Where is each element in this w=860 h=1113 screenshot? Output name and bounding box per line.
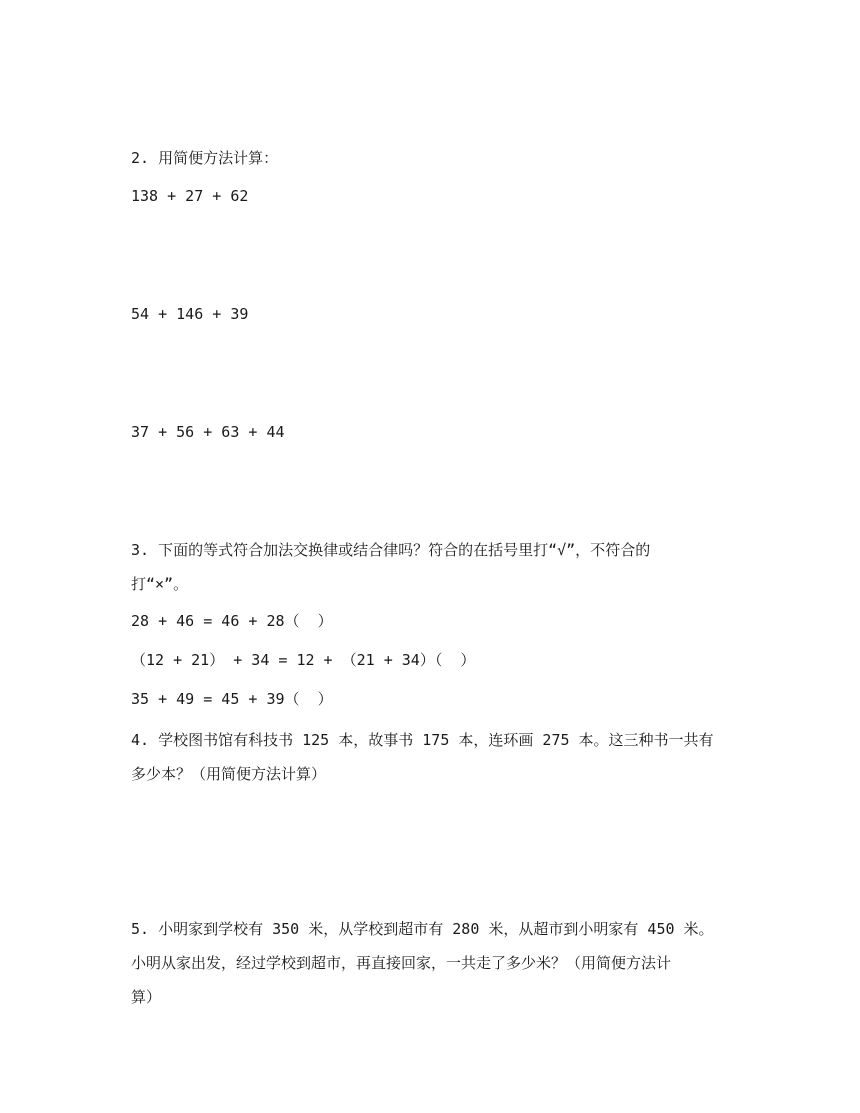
- question-2-item-3: 37 + 56 + 63 + 44: [131, 423, 285, 441]
- question-3-item-3: 35 + 49 = 45 + 39（ ）: [131, 690, 333, 708]
- question-3-title-line-2: 打“×”。: [131, 575, 189, 593]
- question-3-item-2: （12 + 21） + 34 = 12 + （21 + 34）（ ）: [131, 651, 476, 669]
- question-5-line-1: 5. 小明家到学校有 350 米，从学校到超市有 280 米，从超市到小明家有 450 米。: [131, 920, 714, 938]
- question-5-line-3: 算）: [131, 988, 162, 1006]
- question-4-line-1: 4. 学校图书馆有科技书 125 本，故事书 175 本，连环画 275 本。这三种书一共有: [131, 731, 714, 749]
- question-3-item-1: 28 + 46 = 46 + 28（ ）: [131, 612, 333, 630]
- question-2-item-2: 54 + 146 + 39: [131, 305, 249, 323]
- question-2-item-1: 138 + 27 + 62: [131, 187, 249, 205]
- question-3-title-line-1: 3. 下面的等式符合加法交换律或结合律吗？符合的在括号里打“√”，不符合的: [131, 541, 651, 559]
- question-4-line-2: 多少本？（用简便方法计算）: [131, 765, 327, 783]
- question-5-line-2: 小明从家出发，经过学校到超市，再直接回家，一共走了多少米？（用简便方法计: [131, 954, 672, 972]
- question-2-title: 2. 用简便方法计算：: [131, 149, 279, 167]
